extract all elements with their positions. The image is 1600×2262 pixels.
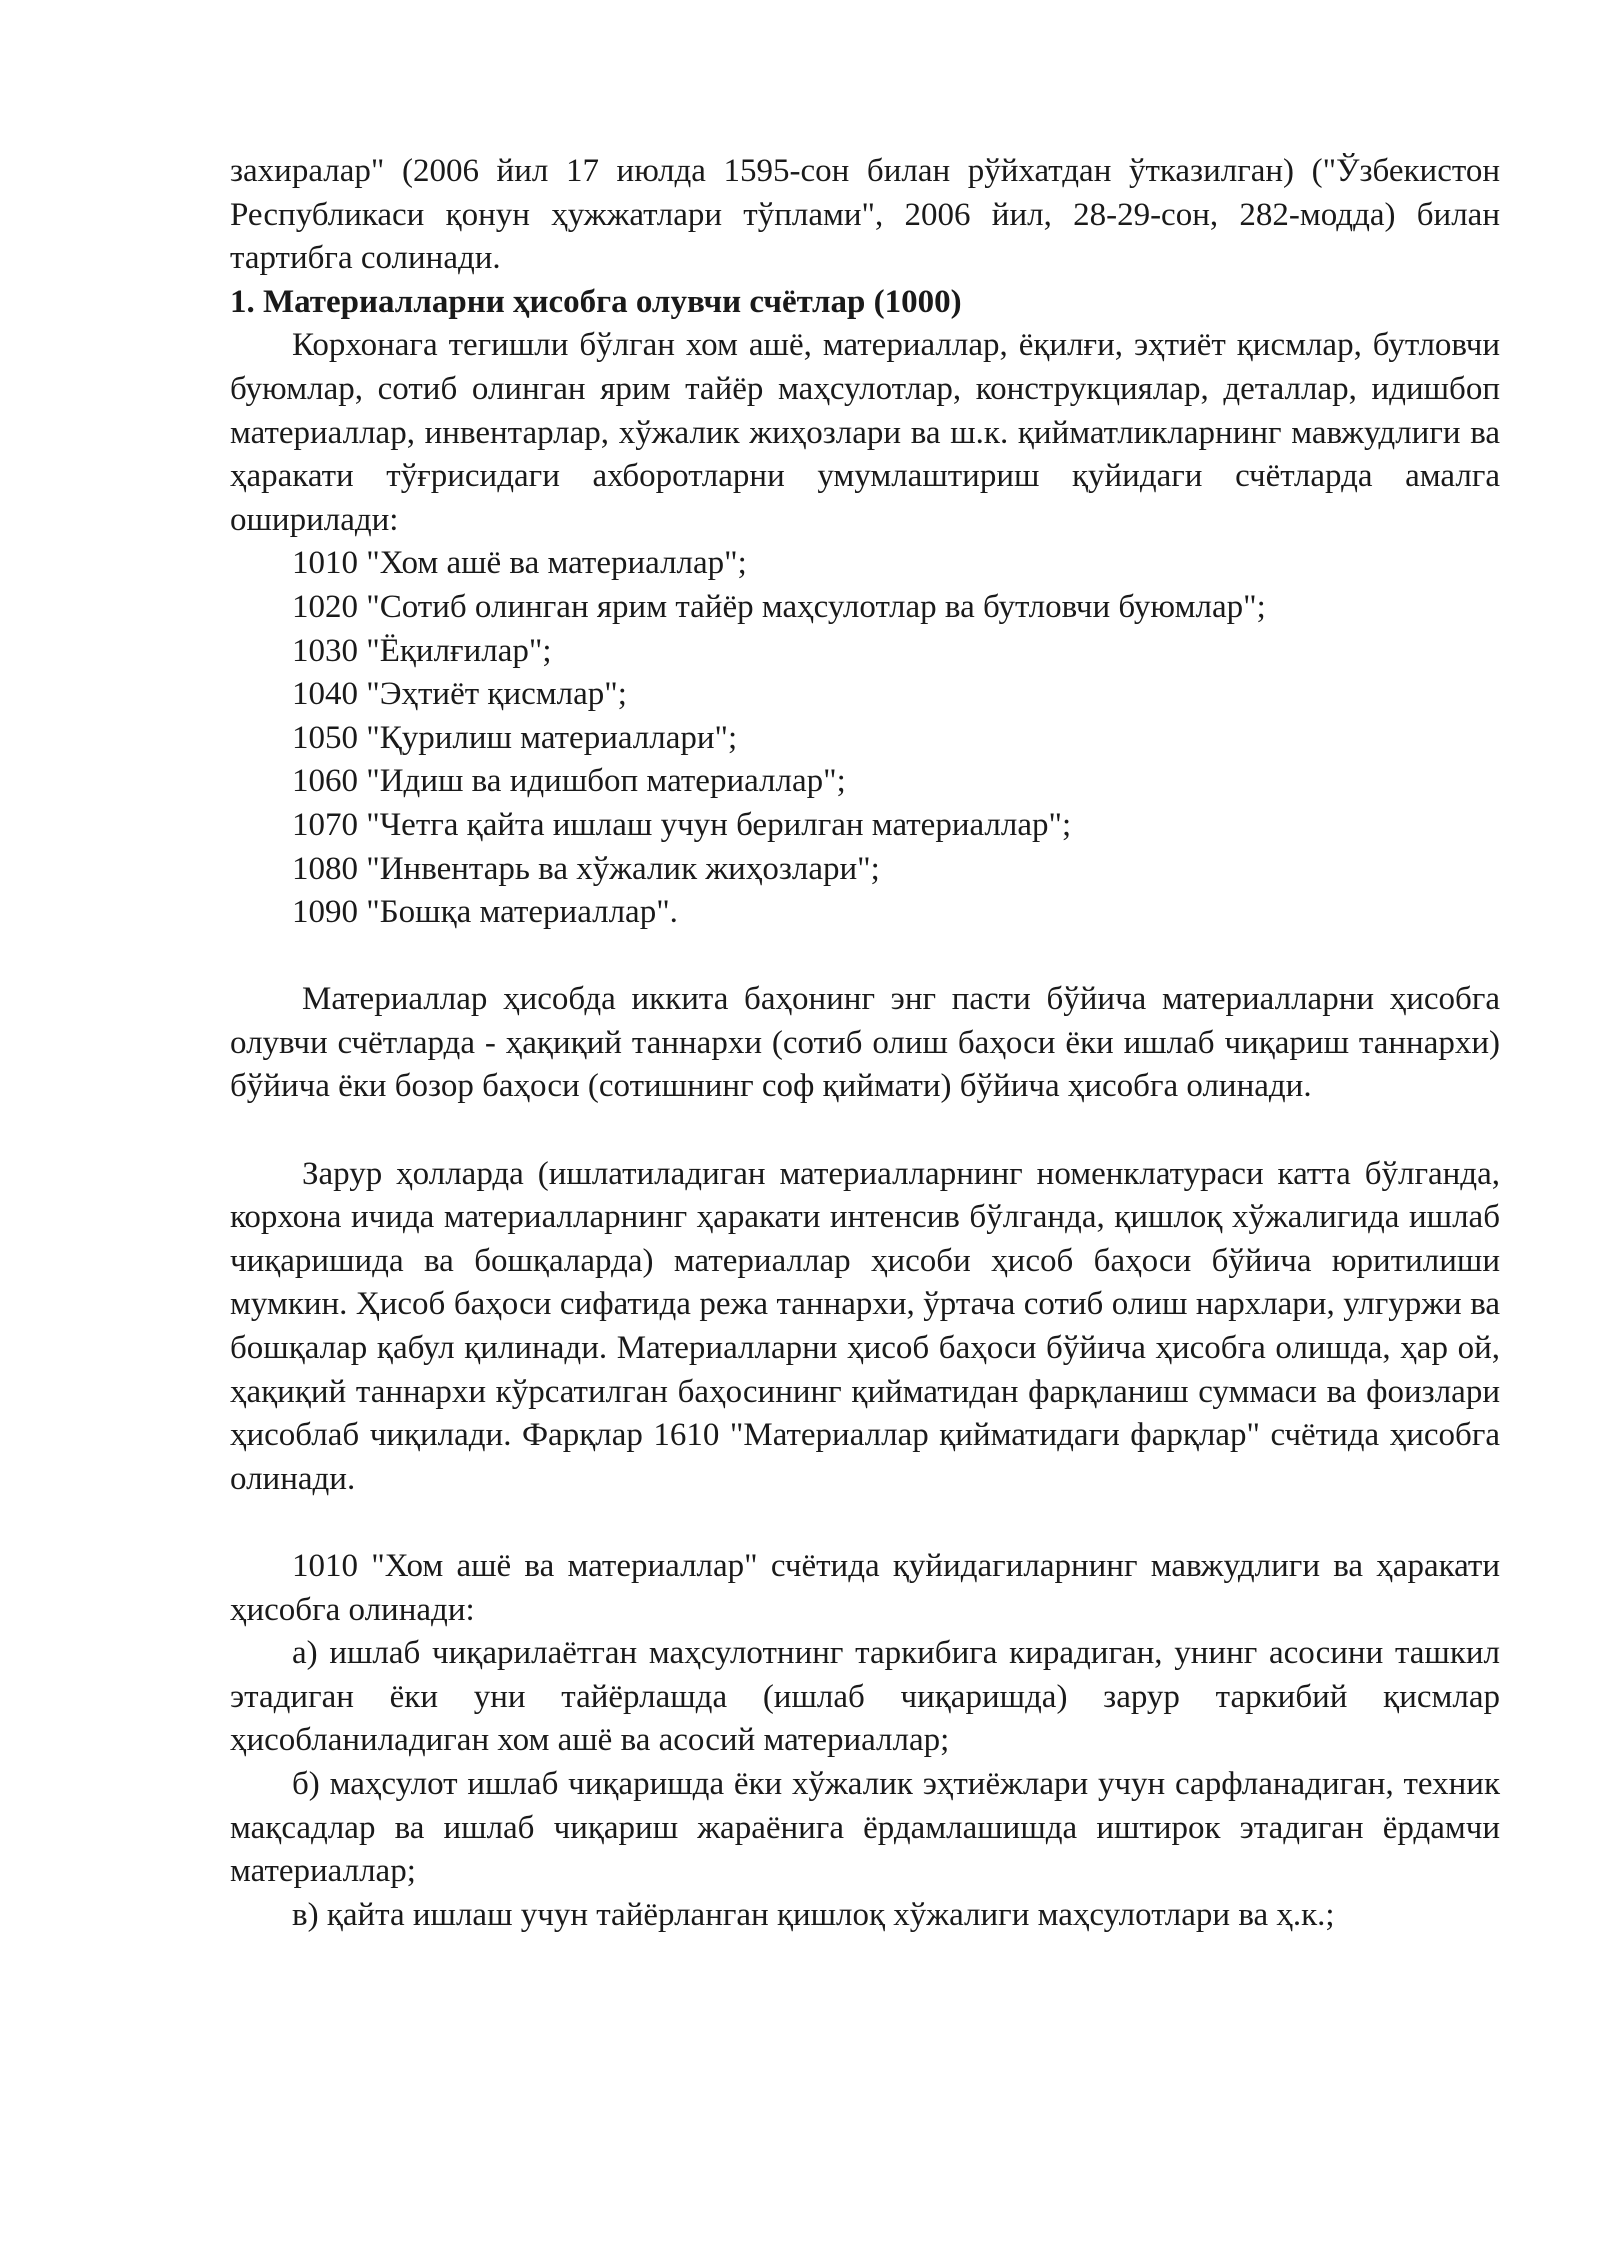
account-list-item-1060: 1060 "Идиш ва идишбоп материаллар"; [292, 763, 846, 800]
section-heading: 1. Материалларни ҳисобга олувчи счётлар (1000) [230, 283, 962, 320]
account-list-item-1050: 1050 "Қурилиш материаллари"; [292, 719, 738, 756]
account-list-item-1030: 1030 "Ёқилғилар"; [292, 632, 552, 669]
account-list-item-1090: 1090 "Бошқа материаллар". [292, 894, 678, 931]
valuation-paragraph: Материаллар ҳисобда иккита баҳонинг энг пасти бўйича материалларни ҳисобга олувчи счётларда - ҳақиқий таннархи (сотиб олиш баҳоси ёки ишлаб чиқариш таннархи) бўйича ёки бозор баҳоси (сотишнинг соф қиймати) бўйича ҳисобга олинади. [230, 981, 1500, 1105]
accounting-price-paragraph: Зарур ҳолларда (ишлатиладиган материалларнинг номенклатураси катта бўлганда, корхона ичида материалларнинг ҳаракати интенсив бўлганда, қишлоқ хўжалигида ишлаб чиқаришида ва бошқаларда) материаллар ҳисоби ҳисоб баҳоси бўйича юритилиши мумкин. Ҳисоб баҳоси сифатида режа таннархи, ўртача сотиб олиш нархлари, улгуржи ва бошқалар қабул қилинади. Материалларни ҳисоб баҳоси бўйича ҳисобга олишда, ҳар ой, ҳақиқий таннархи кўрсатилган баҳосининг қийматидан фарқланиш суммаси ва фоизлари ҳисоблаб чиқилади. Фарқлар 1610 "Материаллар қийматидаги фарқлар" счётида ҳисобга олинади. [230, 1155, 1500, 1497]
paragraph-spacer [230, 935, 1500, 979]
document-page [230, 150, 1500, 1937]
account-list-item-1080: 1080 "Инвентарь ва хўжалик жиҳозлари"; [292, 850, 880, 887]
account-list-item-1020: 1020 "Сотиб олинган ярим тайёр маҳсулотлар ва бутловчи буюмлар"; [292, 588, 1266, 625]
section-intro-paragraph: Корхонага тегишли бўлган хом ашё, материаллар, ёқилғи, эҳтиёт қисмлар, бутловчи буюмлар, сотиб олинган ярим тайёр маҳсулотлар, конструкциялар, деталлар, идишбоп материаллар, инвентарлар, хўжалик жиҳозлари ва ш.к. қийматликларнинг мавжудлиги ва ҳаракати тўғрисидаги ахборотларни умумлаштириш қуйидаги счётларда амалга оширилади: [230, 327, 1500, 538]
account-list-item-1010: 1010 "Хом ашё ва материаллар"; [292, 545, 747, 582]
account-list-item-1070: 1070 "Четга қайта ишлаш учун берилган материаллар"; [292, 806, 1072, 843]
paragraph-spacer [230, 1501, 1500, 1545]
account-1010-paragraph: 1010 "Хом ашё ва материаллар" счётида қуйидагиларнинг мавжудлиги ва ҳаракати ҳисобга олинади: [230, 1548, 1500, 1628]
paragraph-spacer [230, 1109, 1500, 1153]
account-1010-item-c: в) қайта ишлаш учун тайёрланган қишлоқ хўжалиги маҳсулотлари ва ҳ.к.; [292, 1896, 1335, 1933]
intro-paragraph: захиралар" (2006 йил 17 июлда 1595-сон билан рўйхатдан ўтказилган) ("Ўзбекистон Республикаси қонун ҳужжатлари тўплами", 2006 йил, 28-29-сон, 282-модда) билан тартибга солинади. [230, 153, 1500, 277]
account-list-item-1040: 1040 "Эҳтиёт қисмлар"; [292, 676, 627, 713]
account-1010-item-a: а) ишлаб чиқарилаётган маҳсулотнинг таркибига кирадиган, унинг асосини ташкил этадиган ёки уни тайёрлашда (ишлаб чиқаришда) зарур таркибий қисмлар ҳисобланиладиган хом ашё ва асосий материаллар; [230, 1635, 1500, 1759]
account-1010-item-b: б) маҳсулот ишлаб чиқаришда ёки хўжалик эҳтиёжлари учун сарфланадиган, техник мақсадлар ва ишлаб чиқариш жараёнига ёрдамлашишда иштирок этадиган ёрдамчи материаллар; [230, 1765, 1500, 1890]
